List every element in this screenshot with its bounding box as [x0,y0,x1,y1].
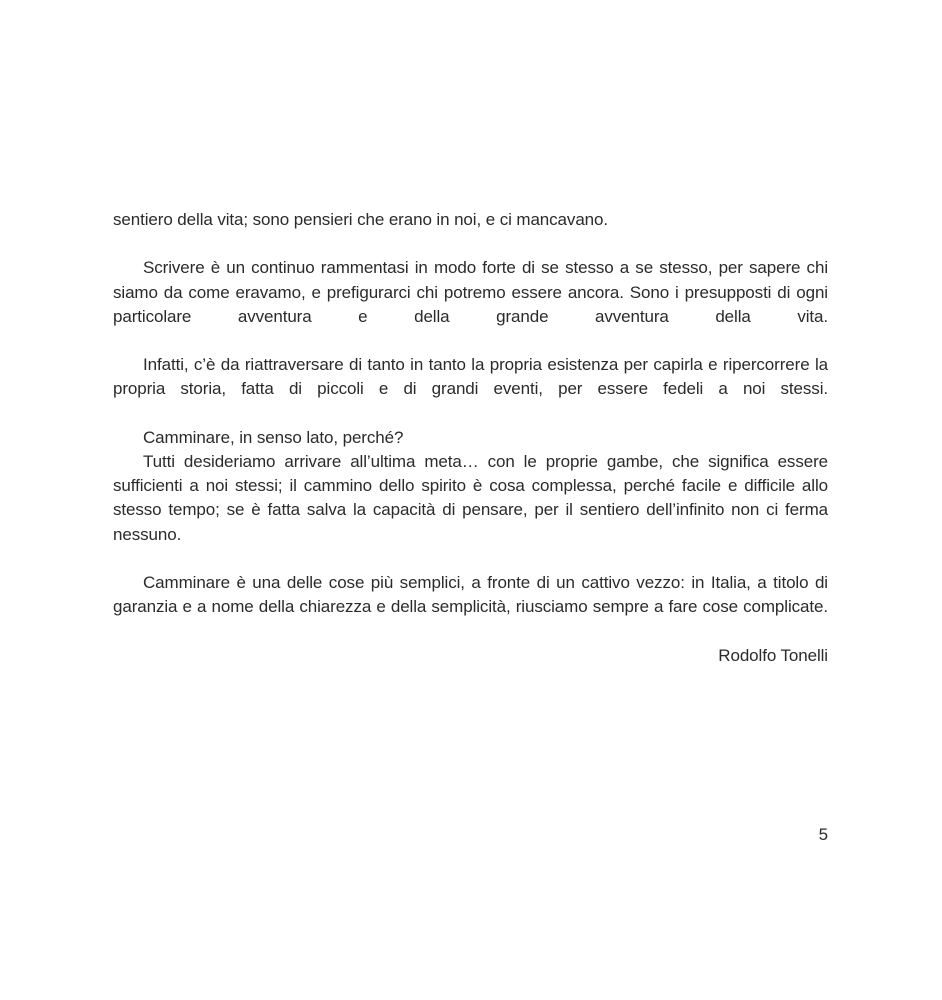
body-text-block [113,208,828,668]
paragraph-tutti-desideriamo: Tutti desideriamo arrivare all’ultima meta… con le proprie gambe, che significa essere sufficienti a noi stessi; il cammino dello spirito è cosa complessa, perché facile e difficile allo stesso tempo; se è fatta salva la capacità di pensare, per il sentiero dell’infinito non ci ferma nessuno. [113,452,828,544]
author-signature: Rodolfo Tonelli [718,645,828,665]
paragraph-camminare-semplici: Camminare è una delle cose più semplici, a fronte di un cattivo vezzo: in Italia, a titolo di garanzia e a nome della chiarezza e della semplicità, riusciamo sempre a fare cose complicate. [113,573,828,617]
paragraph-scrivere: Scrivere è un continuo rammentasi in modo forte di se stesso a se stesso, per sapere chi siamo da come eravamo, e prefigurarci chi potremo essere ancora. Sono i presupposti di ogni particolare avventura e della grande avventura della vita. [113,258,828,326]
paragraph-camminare-question: Camminare, in senso lato, perché? [143,427,404,447]
page-number: 5 [818,825,828,844]
paragraph-infatti: Infatti, c’è da riattraversare di tanto in tanto la propria esistenza per capirla e ripercorrere la propria storia, fatta di piccoli e di grandi eventi, per essere fedeli a noi stessi. [113,355,828,399]
paragraph-continuation: sentiero della vita; sono pensieri che erano in noi, e ci mancavano. [113,210,608,229]
